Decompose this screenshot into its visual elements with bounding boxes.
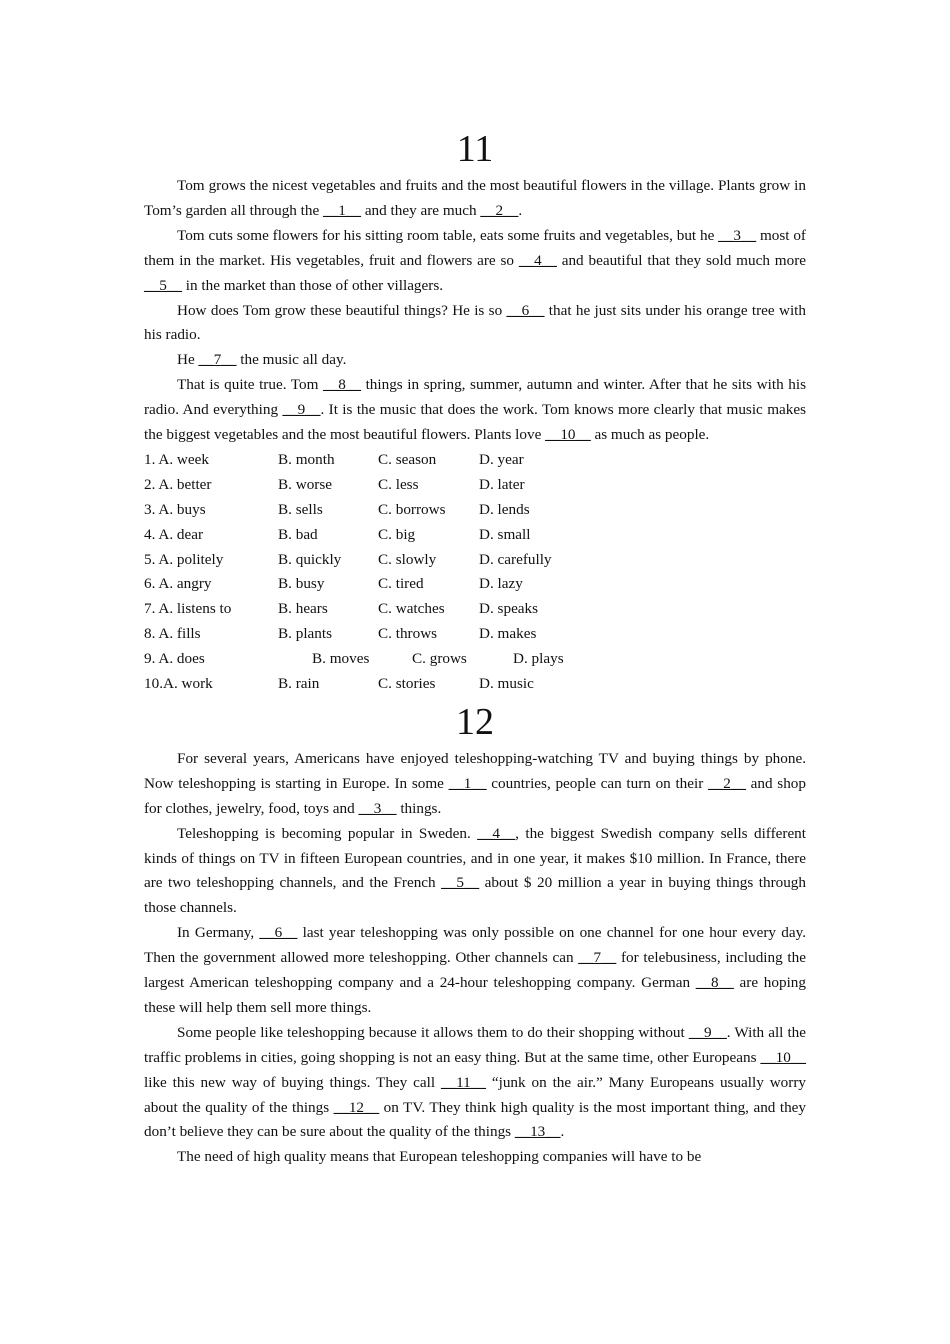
blank-gap: __2__ [480, 201, 519, 219]
option-choice: 9. A. does [144, 650, 205, 668]
paragraph: Tom grows the nicest vegetables and fruits and the most beautiful flowers in the village. Plants grow in Tom’s garden all through the __1__ and they are much __2__. [144, 177, 806, 219]
paragraph: Teleshopping is becoming popular in Sweden. __4__, the biggest Swedish company sells different kinds of things on TV in fifteen European countries, and in one year, it makes $10 million. In France, there are two teleshopping channels, and the French __5__ about $ 20 million a year in buying things through those channels. [144, 824, 806, 917]
option-choice: D. music [479, 674, 534, 692]
blank-gap: __7__ [578, 949, 617, 967]
passage-11 [144, 174, 806, 448]
option-choice: 4. A. dear [144, 525, 204, 543]
option-row [144, 597, 806, 622]
option-choice: D. makes [479, 625, 537, 643]
option-choice: C. stories [378, 674, 436, 692]
blank-gap: __2__ [708, 774, 746, 792]
option-choice: B. hears [278, 600, 328, 618]
blank-gap: __10__ [760, 1048, 806, 1066]
blank-gap: __5__ [441, 874, 480, 892]
option-row [144, 548, 806, 573]
option-choice: B. month [278, 450, 335, 468]
option-choice: C. grows [412, 650, 467, 668]
blank-gap: __3__ [358, 799, 397, 817]
blank-gap: __4__ [518, 251, 557, 269]
option-row [144, 473, 806, 498]
option-choice: B. sells [278, 500, 323, 518]
option-choice: C. watches [378, 600, 445, 618]
paragraph: How does Tom grow these beautiful things? He is so __6__ that he just sits under his orange tree with his radio. [144, 301, 806, 344]
option-row [144, 448, 806, 473]
paragraph: In Germany, __6__ last year teleshopping was only possible on one channel for one hour every day. Then the government allowed more teleshopping. Other channels can __7__ for telebusiness, including the largest American teleshopping company and a 24-hour teleshopping company. German __8__ are hoping these will help them sell more things. [144, 924, 806, 1016]
blank-gap: __6__ [259, 924, 298, 942]
option-row [144, 523, 806, 548]
blank-gap: __7__ [198, 351, 237, 369]
paragraph: For several years, Americans have enjoyed teleshopping-watching TV and buying things by phone. Now teleshopping is starting in Europe. In some __1__ countries, people can turn on their __2__ and shop for clothes, jewelry, food, toys and __3__ things. [144, 749, 806, 817]
option-choice: 8. A. fills [144, 625, 201, 643]
option-choice: 1. A. week [144, 450, 209, 468]
passage-12 [144, 747, 806, 1170]
option-choice: C. throws [378, 625, 438, 643]
option-choice: B. moves [312, 650, 370, 668]
option-choice: B. quickly [278, 550, 342, 568]
option-choice: D. plays [513, 650, 564, 668]
option-row [144, 572, 806, 597]
option-choice: C. season [378, 450, 437, 468]
blank-gap: __3__ [718, 226, 757, 244]
blank-gap: __8__ [323, 376, 361, 394]
option-choice: C. slowly [378, 550, 437, 568]
options-11 [144, 448, 806, 697]
option-choice: C. tired [378, 575, 424, 593]
option-choice: D. lends [479, 500, 530, 518]
option-choice: 10.A. work [144, 674, 213, 692]
blank-gap: __10__ [545, 426, 591, 444]
blank-gap: __5__ [144, 276, 182, 294]
option-choice: B. plants [278, 625, 333, 643]
blank-gap: __1__ [323, 201, 362, 219]
section-number: 11 [456, 128, 494, 170]
option-choice: D. small [479, 525, 531, 543]
option-choice: C. less [378, 475, 419, 493]
option-choice: 6. A. angry [144, 575, 212, 593]
blank-gap: __9__ [282, 401, 321, 419]
option-choice: D. later [479, 475, 525, 493]
paragraph: He __7__ the music all day. [177, 351, 347, 369]
paragraph: That is quite true. Tom __8__ things in spring, summer, autumn and winter. After that he sits with his radio. And everything __9__. It is the music that does the work. Tom knows more clearly that music makes the biggest vegetables and the most beautiful flowers. Plants love __10__ as much as people. [144, 376, 806, 444]
blank-gap: __1__ [448, 774, 487, 792]
option-choice: 5. A. politely [144, 550, 224, 568]
option-choice: B. worse [278, 475, 332, 493]
option-choice: D. lazy [479, 575, 523, 593]
blank-gap: __6__ [506, 301, 545, 319]
option-choice: D. speaks [479, 600, 539, 618]
section-number: 12 [456, 700, 494, 743]
blank-gap: __4__ [477, 824, 516, 842]
blank-gap: __9__ [688, 1023, 727, 1041]
option-choice: B. busy [278, 575, 325, 593]
option-choice: C. borrows [378, 500, 446, 518]
blank-gap: __11__ [440, 1073, 486, 1091]
option-choice: 7. A. listens to [144, 600, 232, 618]
option-row [144, 647, 806, 672]
option-choice: C. big [378, 525, 416, 543]
paragraph: Tom cuts some flowers for his sitting room table, eats some fruits and vegetables, but he __3__ most of them in the market. His vegetables, fruit and flowers are so __4__ and beautiful that they sold much more __5__ in the market than those of other villagers. [144, 226, 806, 294]
blank-gap: __13__ [514, 1123, 561, 1141]
option-choice: 2. A. better [144, 475, 212, 493]
paragraph: The need of high quality means that European teleshopping companies will have to be [177, 1148, 702, 1166]
option-row [144, 672, 806, 697]
option-choice: B. bad [278, 525, 318, 543]
option-choice: B. rain [278, 674, 320, 692]
document-page [144, 126, 806, 1170]
blank-gap: __8__ [695, 974, 734, 992]
option-choice: D. carefully [479, 550, 552, 568]
blank-gap: __12__ [333, 1098, 380, 1116]
option-row [144, 622, 806, 647]
option-choice: 3. A. buys [144, 500, 206, 518]
option-choice: D. year [479, 450, 524, 468]
paragraph: Some people like teleshopping because it allows them to do their shopping without __9__. With all the traffic problems in cities, going shopping is not an easy thing. But at the same time, other Europeans __10__ like this new way of buying things. They call __11__ “junk on the air.” Many Europeans usually worry about the quality of the things __12__ on TV. They think high quality is the most important thing, and they don’t believe they can be sure about the quality of the things __13__. [144, 1023, 807, 1141]
option-row [144, 498, 806, 523]
